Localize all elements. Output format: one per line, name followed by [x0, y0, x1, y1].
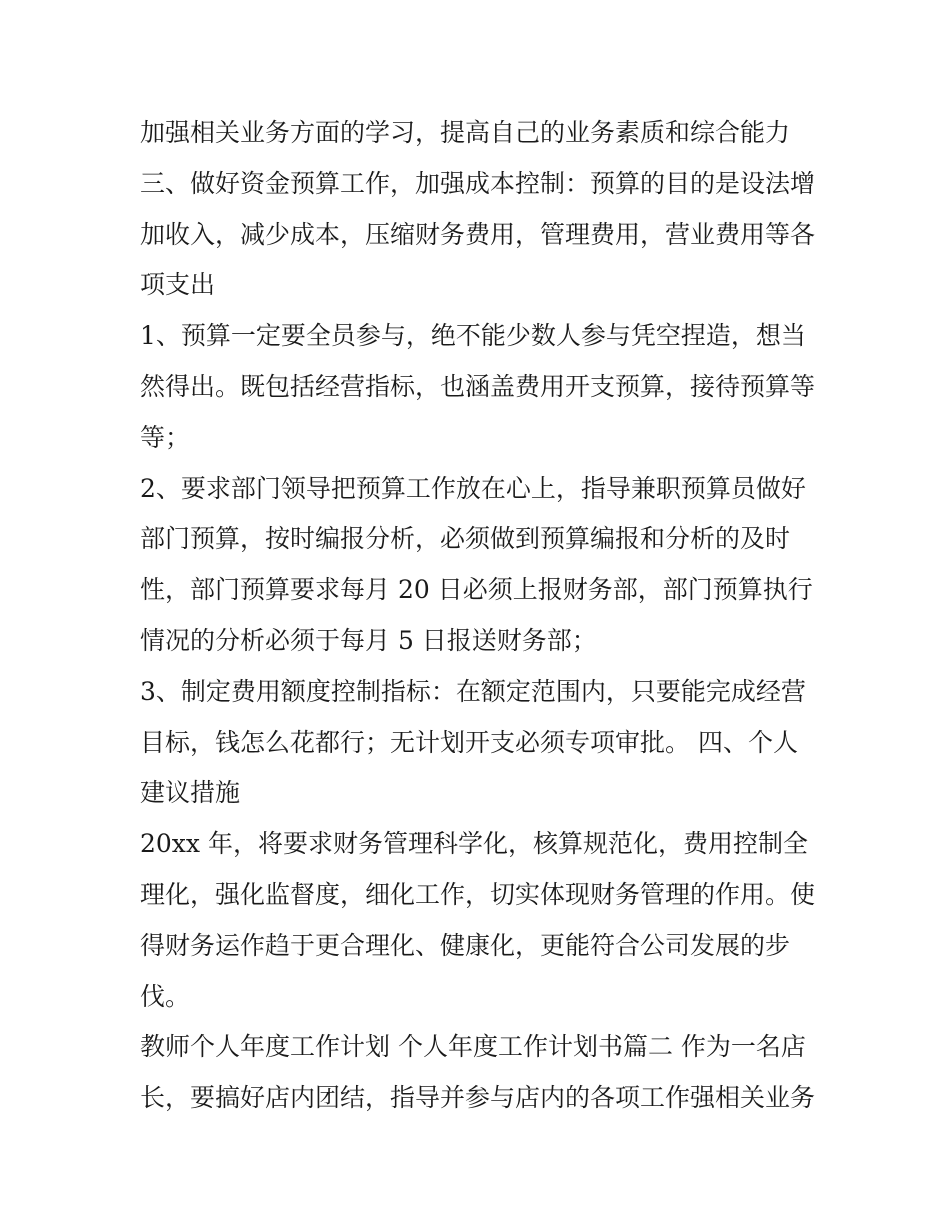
text-line: 伐。 — [140, 981, 191, 1011]
text-line: 长，要搞好店内团结，指导并参与店内的各项工作强相关业务 — [140, 1083, 816, 1113]
text-line: 教师个人年度工作计划 个人年度工作计划书篇二 作为一名店 — [140, 1032, 806, 1062]
text-line: 3、制定费用额度控制指标：在额定范围内，只要能完成经营 — [140, 676, 806, 706]
text-line: 等； — [140, 422, 191, 452]
text-line: 项支出 — [140, 270, 216, 300]
text-line: 然得出。既包括经营指标，也涵盖费用开支预算，接待预算等 — [140, 371, 816, 401]
text-line: 得财务运作趋于更合理化、健康化，更能符合公司发展的步 — [140, 930, 791, 960]
text-line: 加收入，减少成本，压缩财务费用，管理费用，营业费用等各 — [140, 219, 816, 249]
text-line: 加强相关业务方面的学习，提高自己的业务素质和综合能力 — [140, 118, 791, 147]
text-line: 2、要求部门领导把预算工作放在心上，指导兼职预算员做好 — [140, 473, 806, 503]
text-line: 部门预算，按时编报分析，必须做到预算编报和分析的及时 — [140, 524, 791, 554]
text-line: 三、做好资金预算工作，加强成本控制：预算的目的是设法增 — [140, 168, 816, 198]
text-line: 目标，钱怎么花都行；无计划开支必须专项审批。 四、个人 — [140, 727, 798, 757]
text-line: 建议措施 — [140, 778, 241, 808]
text-line: 理化，强化监督度，细化工作，切实体现财务管理的作用。使 — [140, 879, 816, 909]
text-line: 性，部门预算要求每月 20 日必须上报财务部，部门预算执行 — [140, 575, 813, 605]
text-line: 1、预算一定要全员参与，绝不能少数人参与凭空捏造，想当 — [140, 321, 806, 351]
body-text — [140, 108, 820, 1124]
text-line: 情况的分析必须于每月 5 日报送财务部； — [140, 625, 597, 655]
text-line: 20xx 年，将要求财务管理科学化，核算规范化，费用控制全 — [140, 829, 808, 859]
